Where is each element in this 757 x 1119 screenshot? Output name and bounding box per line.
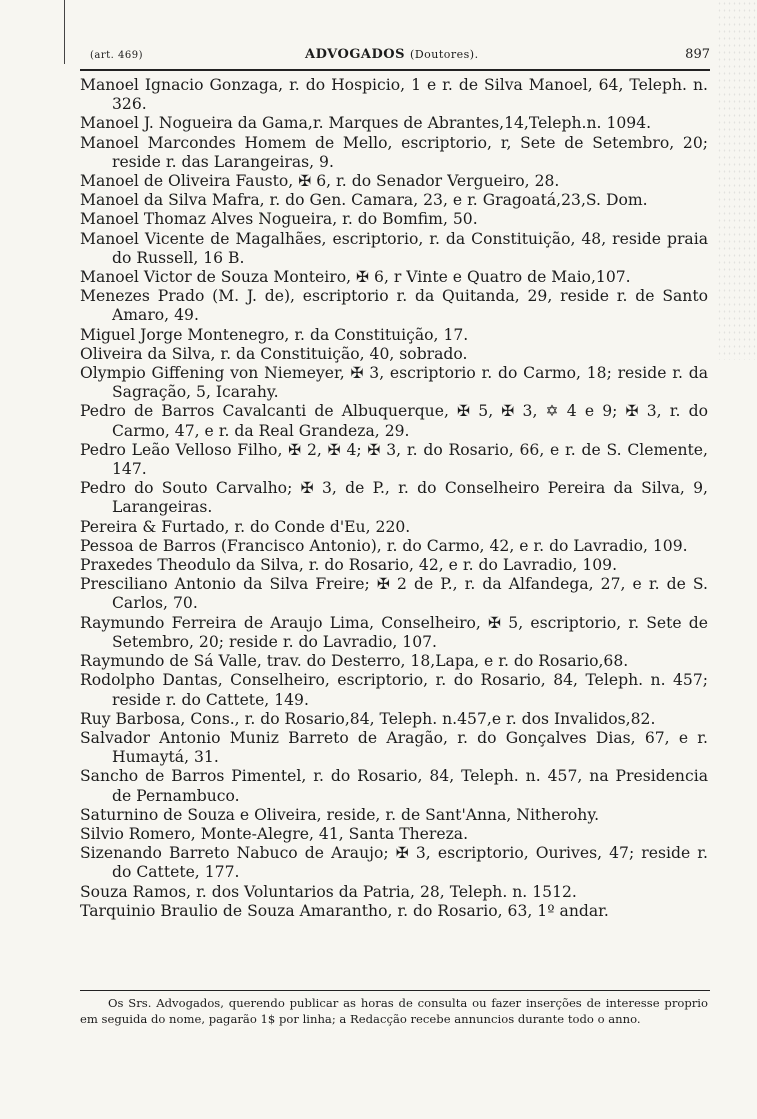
entry-item: Silvio Romero, Monte-Alegre, 41, Santa Thereza.: [80, 824, 469, 843]
header-title: ADVOGADOS: [305, 47, 405, 62]
entry-item: Manoel Thomaz Alves Nogueira, r. do Bomfim, 50.: [80, 210, 478, 229]
entry-item: Manoel da Silva Mafra, r. do Gen. Camara, 23, e r. Gragoatá,23,S. Dom.: [80, 191, 648, 210]
entries-list: [80, 76, 708, 921]
header-subtitle: (Doutores).: [410, 48, 479, 61]
entry-item: Raymundo Ferreira de Araujo Lima, Conselheiro, ✠ 5, escriptorio, r. Sete de Setembro, 20; reside r. do Lavradio, 107.: [80, 613, 708, 651]
entry-item: Miguel Jorge Montenegro, r. da Constituição, 17.: [80, 325, 469, 344]
margin-line: [64, 0, 65, 64]
entry-item: Menezes Prado (M. J. de), escriptorio r. da Quitanda, 29, reside r. de Santo Amaro, 49.: [80, 287, 708, 325]
paper-specks: [717, 0, 757, 360]
header-article-ref: (art. 469): [90, 50, 144, 61]
page-header: [80, 46, 710, 68]
entry-item: Manoel Marcondes Homem de Mello, escriptorio, r, Sete de Setembro, 20; reside r. das Larangeiras, 9.: [80, 133, 708, 171]
entry-item: Oliveira da Silva, r. da Constituição, 40, sobrado.: [80, 344, 468, 363]
header-title-group: [305, 47, 479, 62]
entry-item: Sizenando Barreto Nabuco de Araujo; ✠ 3, escriptorio, Ourives, 47; reside r. do Cattete, 177.: [80, 844, 708, 882]
entry-item: Salvador Antonio Muniz Barreto de Aragão, r. do Gonçalves Dias, 67, e r. Humaytá, 31.: [80, 728, 708, 767]
footnote-rule: [80, 990, 710, 991]
entry-item: Souza Ramos, r. dos Voluntarios da Patria, 28, Teleph. n. 1512.: [80, 882, 577, 901]
entry-item: Pereira & Furtado, r. do Conde d'Eu, 220.: [80, 517, 411, 536]
entry-item: Manoel J. Nogueira da Gama,r. Marques de Abrantes,14,Teleph.n. 1094.: [80, 114, 652, 133]
entry-item: Pessoa de Barros (Francisco Antonio), r. do Carmo, 42, e r. do Lavradio, 109.: [80, 536, 688, 555]
entry-item: Saturnino de Souza e Oliveira, reside, r. de Sant'Anna, Nitherohy.: [80, 805, 600, 824]
entry-item: Olympio Giffening von Niemeyer, ✠ 3, escriptorio r. do Carmo, 18; reside r. da Sagração, 5, Icarahy.: [80, 364, 708, 402]
entry-item: Pedro de Barros Cavalcanti de Albuquerque, ✠ 5, ✠ 3, ✡ 4 e 9; ✠ 3, r. do Carmo, 47, e r. da Real Grandeza, 29.: [80, 402, 708, 440]
entry-item: Rodolpho Dantas, Conselheiro, escriptorio, r. do Rosario, 84, Teleph. n. 457; reside r. do Cattete, 149.: [80, 671, 708, 709]
entry-item: Manoel Ignacio Gonzaga, r. do Hospicio, 1 e r. de Silva Manoel, 64, Teleph. n. 326.: [80, 76, 708, 114]
entry-item: Manoel Victor de Souza Monteiro, ✠ 6, r Vinte e Quatro de Maio,107.: [80, 268, 631, 287]
entry-item: Presciliano Antonio da Silva Freire; ✠ 2 de P., r. da Alfandega, 27, e r. de S. Carlos, 70.: [80, 575, 708, 613]
entry-item: Tarquinio Braulio de Souza Amarantho, r. do Rosario, 63, 1º andar.: [80, 901, 609, 920]
page-number: 897: [685, 47, 710, 62]
entry-item: Manoel Vicente de Magalhães, escriptorio, r. da Constituição, 48, reside praia do Russell, 16 B.: [80, 229, 708, 267]
entry-item: Pedro do Souto Carvalho; ✠ 3, de P., r. do Conselheiro Pereira da Silva, 9, Larangeiras.: [80, 479, 708, 517]
entry-item: Sancho de Barros Pimentel, r. do Rosario, 84, Teleph. n. 457, na Presidencia de Pernambuco.: [80, 767, 708, 805]
entry-item: Ruy Barbosa, Cons., r. do Rosario,84, Teleph. n.457,e r. dos Invalidos,82.: [80, 709, 656, 728]
header-rule: [80, 69, 710, 71]
footnote: Os Srs. Advogados, querendo publicar as horas de consulta ou fazer inserções de interesse proprio em seguida do nome, pagarão 1$ por linha; a Redacção recebe annuncios durante todo o anno.: [80, 996, 708, 1026]
entry-item: Pedro Leão Velloso Filho, ✠ 2, ✠ 4; ✠ 3, r. do Rosario, 66, e r. de S. Clemente, 147.: [80, 440, 708, 479]
entry-item: Raymundo de Sá Valle, trav. do Desterro, 18,Lapa, e r. do Rosario,68.: [80, 652, 629, 671]
entry-item: Manoel de Oliveira Fausto, ✠ 6, r. do Senador Vergueiro, 28.: [80, 172, 560, 191]
entry-item: Praxedes Theodulo da Silva, r. do Rosario, 42, e r. do Lavradio, 109.: [80, 556, 618, 575]
